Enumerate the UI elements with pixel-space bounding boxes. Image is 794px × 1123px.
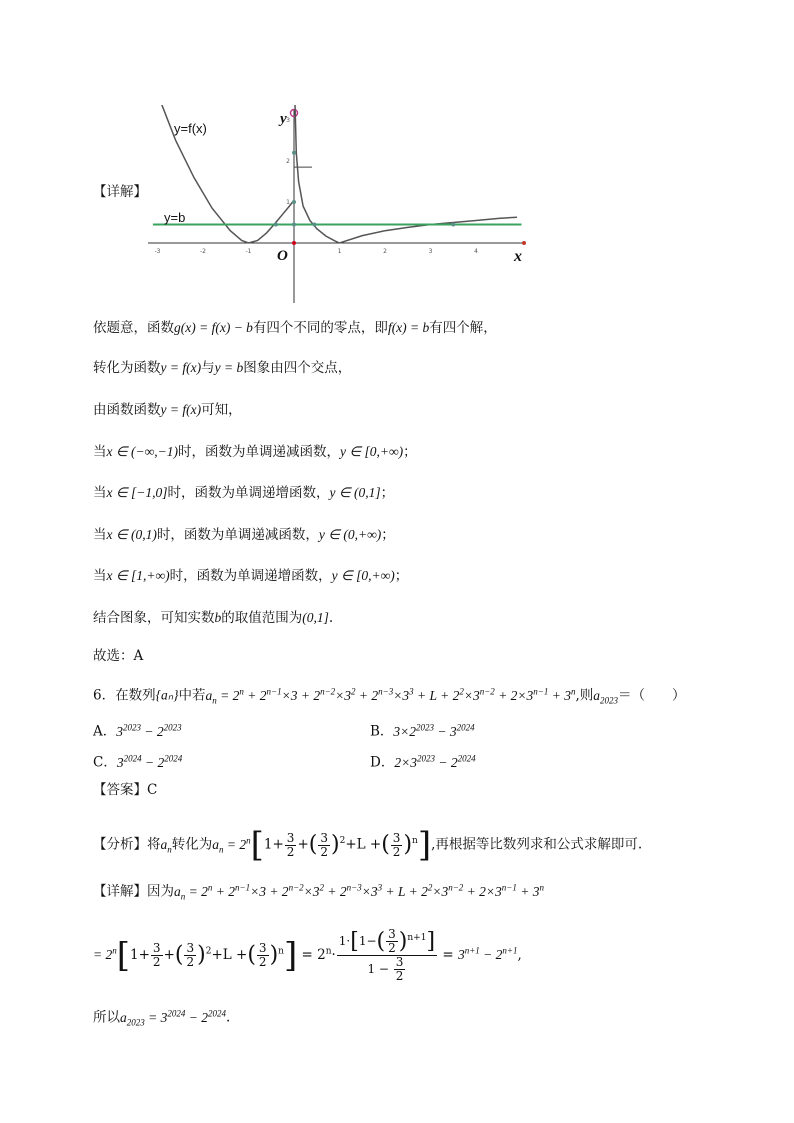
x-tick-label: 3 [428,248,433,255]
analysis-line: 【分析】将$a_n$转化为$a_n = 2^n[1+$ $\frac{3}{2}$ +( $\frac{3}{2}$ )$^2$+L +( $\frac{3}{2}$ )$^n$],再根据等比数列求和公式求解即可. [93,825,643,865]
detail-line-1: 【详解】因为$a_n = 2^n + 2^{n-1}\times 3 + 2^{n-2}\times 3^2 + 2^{n-3}\times 3^3 + L + 2^2\times 3^{n-2} + 2\times 3^{n-1} + 3^n$ [93,882,544,902]
curve-point [312,223,316,227]
x-axis-end-dot [522,241,526,245]
explanation-line-4: 当x ∈ (−∞,−1)时，函数为单调递减函数，y ∈ [0,+∞)； [93,444,417,460]
x-tick-label: 1 [337,248,342,255]
y-axis-label: y [280,111,287,127]
x-axis-label: x [514,248,522,265]
x-tick-label: -1 [245,248,252,255]
function-graph [148,105,528,305]
question-6: 6．在数列{aₙ}中若$a_n = 2^n + 2^{n-1}\times 3 + 2^{n-2}\times 3^2 + 2^{n-3}\times 3^3 + L + 2^2\times 3^{n-2} + 2\times 3^{n-1} + 3^n$,则$a_{2023}=$（ ） [93,686,686,706]
curve-point [292,151,296,155]
y-tick-label: 2 [286,158,290,165]
x-tick-label: 2 [383,248,387,255]
curve-point [292,200,296,204]
explanation-line-3: 由函数函数y = f(x)可知， [93,402,242,418]
series-line-1 [295,105,517,243]
explanation-line-7: 当x ∈ [1,+∞)时，函数为单调递增函数，y ∈ [0,+∞)； [93,568,409,584]
curve-label: y=f(x) [174,121,207,136]
explanation-line-1: 依题意，函数g(x) = f(x) − b有四个不同的零点，即f(x) = b有四个解， [93,320,497,336]
detail-line-2: = $2^n[1+$ $\frac{3}{2}$ +( $\frac{3}{2}$ )$^2$+L +( $\frac{3}{2}$ )$^n] = 2^n\cdot$ 1·[1−( $\frac{3}{2}$ )$^{n+1}$] 1 − $\frac{3}{2}$ = $3^{n+1} - 2^{n+1}$, [93,927,522,983]
y-tick-label: 3 [286,117,290,124]
option-a[interactable]: A．$3^{2023} - 2^{2023}$ [93,722,182,740]
origin-label: O [277,248,288,264]
answer-line: 【答案】C [93,782,158,798]
explanation-line-2: 转化为函数y = f(x)与y = b图象由四个交点， [93,360,352,376]
x-tick-label: 4 [474,248,478,255]
curve-point [292,223,296,227]
option-c[interactable]: C．$3^{2024} - 2^{2024}$ [93,753,183,771]
detail-tag: 【详解】 [93,184,147,200]
option-b[interactable]: B．$3\times 2^{2023} - 3^{2024}$ [370,722,475,740]
option-d[interactable]: D．$2\times 3^{2023} - 2^{2024}$ [370,753,476,771]
curve-point [292,241,296,245]
explanation-line-5: 当x ∈ [−1,0]时，函数为单调递增函数，y ∈ (0,1]； [93,485,395,501]
final-line: 所以$a_{2023} = 3^{2024} - 2^{2024}$. [93,1008,231,1028]
y-tick-label: 1 [286,199,290,206]
x-tick-label: -2 [200,248,206,255]
explanation-line-8: 结合图象，可知实数b的取值范围为(0,1]. [93,610,334,626]
x-tick-label: -3 [154,248,161,255]
explanation-line-6: 当x ∈ (0,1)时，函数为单调递减函数，y ∈ (0,+∞)； [93,527,395,543]
curve-point [274,223,278,227]
line-label: y=b [164,210,186,225]
choose-answer: 故选：A [93,648,144,664]
curve-point [451,223,455,227]
